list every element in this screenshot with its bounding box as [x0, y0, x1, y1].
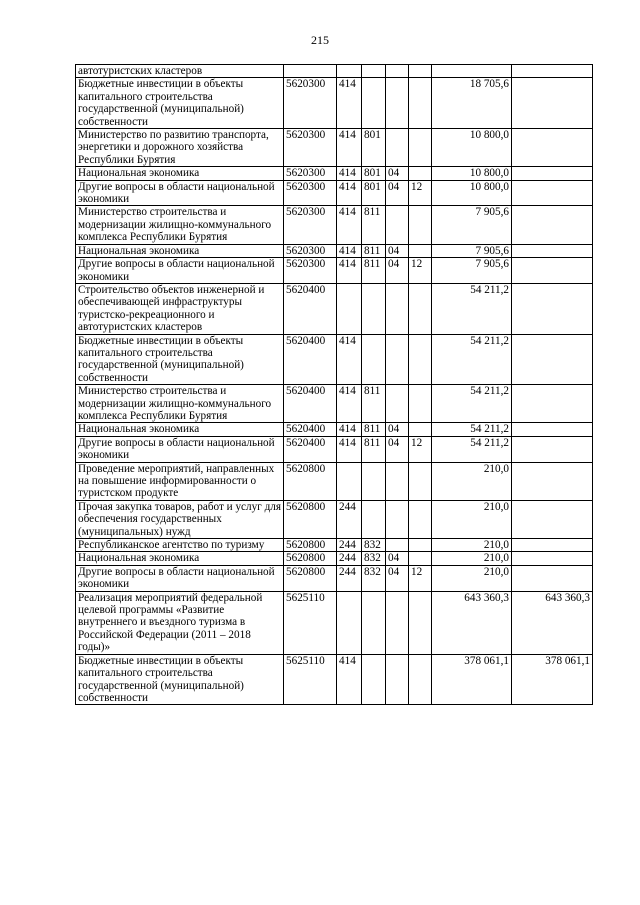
- target-article-cell: 5620300: [284, 129, 337, 167]
- expense-type-cell: 244: [337, 565, 362, 591]
- federal-amount-cell: 643 360,3: [512, 591, 593, 654]
- amount-cell: 54 211,2: [432, 436, 512, 462]
- row-name-cell: Другие вопросы в области национальной экономики: [76, 180, 284, 206]
- administrator-code-cell: [362, 500, 386, 538]
- table-row: [76, 129, 593, 167]
- subsection-cell: 12: [409, 436, 432, 462]
- row-name-cell: Республиканское агентство по туризму: [76, 539, 284, 552]
- administrator-code-cell: [362, 78, 386, 129]
- subsection-cell: [409, 462, 432, 500]
- administrator-code-cell: 811: [362, 244, 386, 257]
- federal-amount-cell: [512, 180, 593, 206]
- section-cell: [386, 206, 409, 244]
- subsection-cell: [409, 539, 432, 552]
- row-name-cell: Бюджетные инвестиции в объекты капитального строительства государственной (муниципальной) собственности: [76, 334, 284, 385]
- row-name-cell: Национальная экономика: [76, 167, 284, 180]
- section-cell: 04: [386, 167, 409, 180]
- administrator-code-cell: 832: [362, 552, 386, 565]
- subsection-cell: [409, 78, 432, 129]
- target-article-cell: 5620300: [284, 180, 337, 206]
- subsection-cell: [409, 654, 432, 705]
- subsection-cell: 12: [409, 180, 432, 206]
- target-article-cell: 5620400: [284, 385, 337, 423]
- table-row: [76, 436, 593, 462]
- subsection-cell: [409, 423, 432, 436]
- section-cell: [386, 654, 409, 705]
- target-article-cell: 5620300: [284, 258, 337, 284]
- target-article-cell: 5625110: [284, 591, 337, 654]
- administrator-code-cell: 811: [362, 206, 386, 244]
- expense-type-cell: 244: [337, 500, 362, 538]
- row-name-cell: Реализация мероприятий федеральной целевой программы «Развитие внутреннего и въездного туризма в Российской Федерации (2011 – 2018 годы)»: [76, 591, 284, 654]
- federal-amount-cell: 378 061,1: [512, 654, 593, 705]
- table-row: [76, 423, 593, 436]
- table-row: [76, 591, 593, 654]
- expense-type-cell: 414: [337, 244, 362, 257]
- administrator-code-cell: [362, 334, 386, 385]
- amount-cell: 7 905,6: [432, 244, 512, 257]
- administrator-code-cell: 811: [362, 258, 386, 284]
- section-cell: [386, 129, 409, 167]
- row-name-cell: Проведение мероприятий, направленных на повышение информированности о туристском продукте: [76, 462, 284, 500]
- table-row: [76, 552, 593, 565]
- page-number: 215: [311, 33, 329, 47]
- subsection-cell: [409, 500, 432, 538]
- section-cell: 04: [386, 436, 409, 462]
- administrator-code-cell: 832: [362, 539, 386, 552]
- amount-cell: 54 211,2: [432, 423, 512, 436]
- expense-type-cell: 414: [337, 167, 362, 180]
- amount-cell: 210,0: [432, 500, 512, 538]
- section-cell: 04: [386, 244, 409, 257]
- subsection-cell: [409, 129, 432, 167]
- table-row: [76, 500, 593, 538]
- federal-amount-cell: [512, 423, 593, 436]
- amount-cell: 54 211,2: [432, 385, 512, 423]
- expense-type-cell: 414: [337, 206, 362, 244]
- subsection-cell: [409, 167, 432, 180]
- federal-amount-cell: [512, 565, 593, 591]
- amount-cell: 210,0: [432, 565, 512, 591]
- federal-amount-cell: [512, 462, 593, 500]
- target-article-cell: 5620300: [284, 167, 337, 180]
- table-row: [76, 206, 593, 244]
- federal-amount-cell: [512, 500, 593, 538]
- administrator-code-cell: [362, 283, 386, 334]
- table-row: [76, 654, 593, 705]
- target-article-cell: 5620800: [284, 565, 337, 591]
- row-name-cell: Национальная экономика: [76, 552, 284, 565]
- amount-cell: 210,0: [432, 539, 512, 552]
- target-article-cell: 5620400: [284, 283, 337, 334]
- row-name-cell: Другие вопросы в области национальной экономики: [76, 258, 284, 284]
- subsection-cell: 12: [409, 258, 432, 284]
- row-name-cell: Прочая закупка товаров, работ и услуг для обеспечения государственных (муниципальных) нужд: [76, 500, 284, 538]
- amount-cell: 378 061,1: [432, 654, 512, 705]
- administrator-code-cell: 811: [362, 423, 386, 436]
- amount-cell: 210,0: [432, 462, 512, 500]
- target-article-cell: 5620800: [284, 552, 337, 565]
- section-cell: [386, 334, 409, 385]
- expense-type-cell: 414: [337, 423, 362, 436]
- row-name-cell: Другие вопросы в области национальной экономики: [76, 436, 284, 462]
- row-name-cell: Бюджетные инвестиции в объекты капитального строительства государственной (муниципальной) собственности: [76, 78, 284, 129]
- expense-type-cell: [337, 591, 362, 654]
- expense-type-cell: [337, 462, 362, 500]
- table-row: [76, 258, 593, 284]
- subsection-cell: [409, 385, 432, 423]
- table-row: [76, 334, 593, 385]
- target-article-cell: 5620300: [284, 78, 337, 129]
- federal-amount-cell: [512, 258, 593, 284]
- target-article-cell: 5620300: [284, 244, 337, 257]
- table-row: [76, 385, 593, 423]
- target-article-cell: 5620800: [284, 539, 337, 552]
- amount-cell: 7 905,6: [432, 206, 512, 244]
- target-article-cell: 5620400: [284, 334, 337, 385]
- target-article-cell: 5620800: [284, 462, 337, 500]
- federal-amount-cell: [512, 65, 593, 78]
- expense-type-cell: 414: [337, 180, 362, 206]
- expense-type-cell: [337, 283, 362, 334]
- administrator-code-cell: 832: [362, 565, 386, 591]
- target-article-cell: [284, 65, 337, 78]
- table-row: [76, 565, 593, 591]
- row-name-cell: Другие вопросы в области национальной экономики: [76, 565, 284, 591]
- federal-amount-cell: [512, 167, 593, 180]
- amount-cell: 7 905,6: [432, 258, 512, 284]
- table-row: [76, 167, 593, 180]
- row-name-cell: Министерство строительства и модернизации жилищно-коммунального комплекса Республики Бурятия: [76, 206, 284, 244]
- federal-amount-cell: [512, 206, 593, 244]
- subsection-cell: [409, 244, 432, 257]
- target-article-cell: 5620300: [284, 206, 337, 244]
- row-name-cell: Национальная экономика: [76, 423, 284, 436]
- table-row: [76, 78, 593, 129]
- amount-cell: 10 800,0: [432, 129, 512, 167]
- target-article-cell: 5620800: [284, 500, 337, 538]
- administrator-code-cell: 811: [362, 436, 386, 462]
- federal-amount-cell: [512, 129, 593, 167]
- amount-cell: 643 360,3: [432, 591, 512, 654]
- administrator-code-cell: 801: [362, 167, 386, 180]
- expense-type-cell: 414: [337, 129, 362, 167]
- budget-table: [75, 64, 593, 705]
- table-row: [76, 244, 593, 257]
- budget-table-body: [76, 65, 593, 705]
- table-row: [76, 180, 593, 206]
- administrator-code-cell: [362, 591, 386, 654]
- amount-cell: 18 705,6: [432, 78, 512, 129]
- federal-amount-cell: [512, 385, 593, 423]
- subsection-cell: [409, 206, 432, 244]
- amount-cell: 10 800,0: [432, 180, 512, 206]
- row-name-cell: автотуристских кластеров: [76, 65, 284, 78]
- expense-type-cell: 414: [337, 78, 362, 129]
- expense-type-cell: 414: [337, 436, 362, 462]
- section-cell: [386, 539, 409, 552]
- federal-amount-cell: [512, 78, 593, 129]
- administrator-code-cell: [362, 65, 386, 78]
- subsection-cell: 12: [409, 565, 432, 591]
- table-row: [76, 65, 593, 78]
- row-name-cell: Бюджетные инвестиции в объекты капитального строительства государственной (муниципальной) собственности: [76, 654, 284, 705]
- subsection-cell: [409, 334, 432, 385]
- federal-amount-cell: [512, 244, 593, 257]
- section-cell: [386, 385, 409, 423]
- section-cell: [386, 591, 409, 654]
- section-cell: [386, 283, 409, 334]
- expense-type-cell: 244: [337, 539, 362, 552]
- administrator-code-cell: [362, 654, 386, 705]
- amount-cell: [432, 65, 512, 78]
- target-article-cell: 5620400: [284, 423, 337, 436]
- administrator-code-cell: 801: [362, 129, 386, 167]
- expense-type-cell: 414: [337, 385, 362, 423]
- section-cell: [386, 500, 409, 538]
- section-cell: 04: [386, 565, 409, 591]
- amount-cell: 54 211,2: [432, 283, 512, 334]
- subsection-cell: [409, 552, 432, 565]
- target-article-cell: 5620400: [284, 436, 337, 462]
- subsection-cell: [409, 65, 432, 78]
- section-cell: [386, 78, 409, 129]
- administrator-code-cell: [362, 462, 386, 500]
- amount-cell: 10 800,0: [432, 167, 512, 180]
- subsection-cell: [409, 591, 432, 654]
- expense-type-cell: 414: [337, 334, 362, 385]
- federal-amount-cell: [512, 552, 593, 565]
- row-name-cell: Строительство объектов инженерной и обеспечивающей инфраструктуры туристско-рекреационного и автотуристских кластеров: [76, 283, 284, 334]
- row-name-cell: Министерство строительства и модернизации жилищно-коммунального комплекса Республики Бурятия: [76, 385, 284, 423]
- table-row: [76, 283, 593, 334]
- table-row: [76, 462, 593, 500]
- subsection-cell: [409, 283, 432, 334]
- federal-amount-cell: [512, 334, 593, 385]
- federal-amount-cell: [512, 539, 593, 552]
- table-row: [76, 539, 593, 552]
- amount-cell: 210,0: [432, 552, 512, 565]
- expense-type-cell: 414: [337, 258, 362, 284]
- section-cell: 04: [386, 423, 409, 436]
- expense-type-cell: 414: [337, 654, 362, 705]
- expense-type-cell: 244: [337, 552, 362, 565]
- row-name-cell: Национальная экономика: [76, 244, 284, 257]
- target-article-cell: 5625110: [284, 654, 337, 705]
- row-name-cell: Министерство по развитию транспорта, энергетики и дорожного хозяйства Республики Бурятия: [76, 129, 284, 167]
- administrator-code-cell: 801: [362, 180, 386, 206]
- section-cell: 04: [386, 258, 409, 284]
- section-cell: [386, 462, 409, 500]
- federal-amount-cell: [512, 283, 593, 334]
- federal-amount-cell: [512, 436, 593, 462]
- expense-type-cell: [337, 65, 362, 78]
- section-cell: [386, 65, 409, 78]
- administrator-code-cell: 811: [362, 385, 386, 423]
- section-cell: 04: [386, 180, 409, 206]
- section-cell: 04: [386, 552, 409, 565]
- amount-cell: 54 211,2: [432, 334, 512, 385]
